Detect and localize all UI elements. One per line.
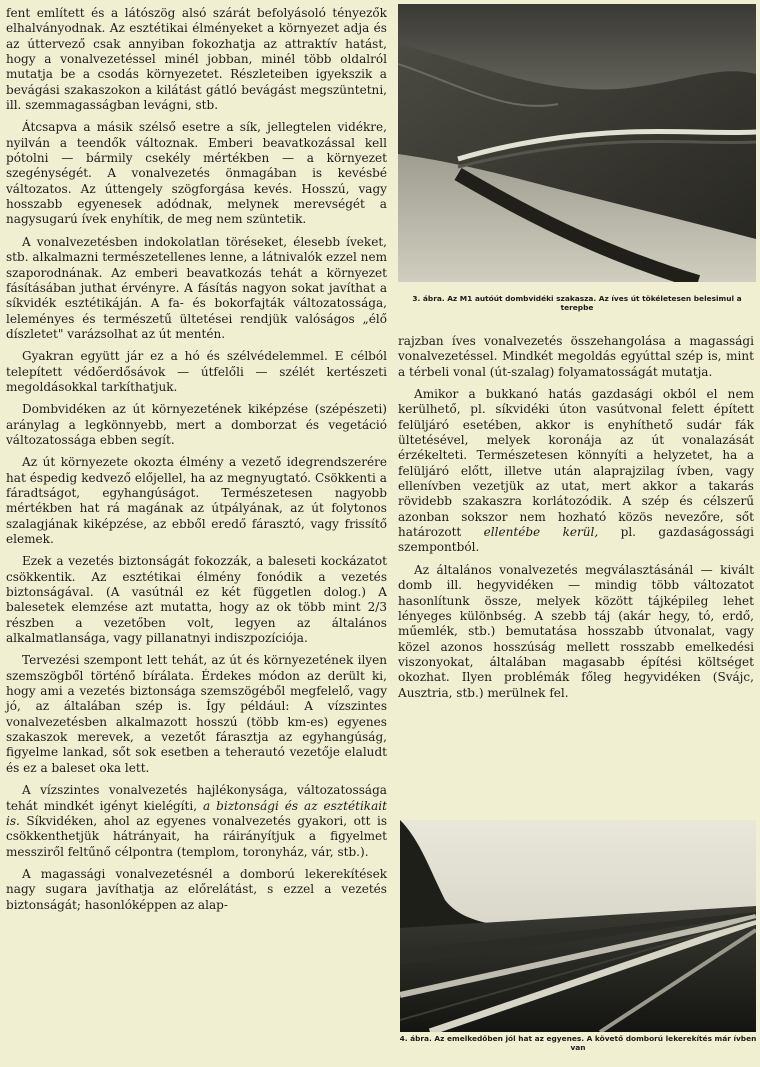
italic-text: ellentébe kerül,	[483, 525, 599, 540]
paragraph: Az út környezete okozta élmény a vezető idegrendszerére hat éspedig kedvező előjellel, ha az megnyugtató. Csökkenti a fáradtságot, egyhangúságot. Természetesen nagyobb mértékben hat rá magának az útpályának, az út folytonos szalagjának kiképzése, az ebből eredő fárasztó, vagy frissítő elemek.	[6, 455, 387, 546]
paragraph: rajzban íves vonalvezetés összehangolása a magassági vonalvezetéssel. Mindkét megoldás egyúttal szép is, mint a térbeli vonal (út-szalag) folyamatosságát mutatja.	[398, 334, 754, 379]
paragraph: A magassági vonalvezetésnél a domború lekerekítések nagy sugara javíthatja az előrelátást, s ezzel a vezetés biztonságát; hasonlóképpen az alap-	[6, 866, 387, 912]
paragraph: A vonalvezetésben indokolatlan töréseket, élesebb íveket, stb. alkalmazni természetellenes lenne, a látnivalók ezzel nem szaporodnának. Az emberi beavatkozás tehát a környezet fásításában juthat érvényre. A fásítás nagyon sokat javíthat a síkvidék esztétikáján. A fa- és bokorfajták változatossága, leleményes és természetű ültetései rendjük valóságos „élő díszletet" varázsolhat az út mentén.	[6, 234, 387, 341]
paragraph: Az általános vonalvezetés megválasztásánál — kivált domb ill. hegyvidéken — mindig több változatot hasonlítunk össze, melyek között tájképileg lehet lényeges különbség. A szebb táj (akár hegy, tó, erdő, műemlék, stb.) bemutatása hosszabb útvonalat, vagy közel azonos hosszúság mellett rosszabb emelkedési viszonyokat, általában magasabb építési költséget okozhat. Ilyen problémák főleg hegyvidéken (Svájc, Ausztria, stb.) merülnek fel.	[398, 562, 754, 700]
text-run: Síkvidéken, ahol az egyenes vonalvezetés gyakori, ott is csökkenthetjük hátrányait, ha ráirányítjuk a figyelmet messziről feltűnő célpontra (templom, toronyház, vár, stb.).	[6, 813, 387, 859]
figure-4-photo	[400, 820, 756, 1032]
text-run: A vízszintes vonalvezetés hajlékonysága, változatossága tehát mindkét igényt kielégíti,	[6, 783, 387, 813]
paragraph	[398, 387, 754, 556]
figure-3-caption: 3. ábra. Az M1 autóút dombvidéki szakasza. Az íves út tökéletesen belesimul a terepbe	[412, 294, 742, 312]
left-column	[6, 6, 387, 920]
figure-3-photo	[398, 4, 756, 282]
paragraph: fent említett és a látószög alsó szárát befolyásoló tényezők elhalványodnak. Az esztétikai élményeket a környezet adja és az úttervező csak annyiban fokozhatja az attraktív hatást, hogy a vonalvezetéssel minél jobban, minél több oldalról mutatja be a csodás környezetet. Részleteiben igyekszik a bevágási szakaszokon a kilátást gátló bevágást megszüntetni, ill. szemmagasságban levágni, stb.	[6, 6, 387, 113]
paragraph: Átcsapva a másik szélső esetre a sík, jellegtelen vidékre, nyilván a teendők változnak. Emberi beavatkozással kell pótolni — bármily csekély mértékben — a környezet szegénységét. A vonalvezetés önmagában is kevésbé változatos. Az úttengely szögforgása kevés. Hosszú, vagy hosszabb egyenesek adódnak, melynek merevségét a nagysugarú ívek enyhítik, de meg nem szüntetik.	[6, 120, 387, 227]
paragraph: Tervezési szempont lett tehát, az út és környezetének ilyen szemszögből történő bírálata. Érdekes módon az derült ki, hogy ami a vezetés biztonsága szemszögéből megfelelő, vagy jó, az általában szép is. Így például: A vízszintes vonalvezetésben alkalmazott hosszú (több km-es) egyenes szakaszok merevek, a vezetőt fárasztja az egyhangúság, figyelme lankad, sőt sok esetben a teherautó vezetője elaludt és ez a baleset oka lett.	[6, 653, 387, 775]
paragraph: Gyakran együtt jár ez a hó és szélvédelemmel. E célból telepített védőerdősávok — útfelőli — szélét kertészeti megoldásokkal tarkíthatjuk.	[6, 349, 387, 394]
paragraph: Dombvidéken az út környezetének kiképzése (szépészeti) aránylag a legkönnyebb, mert a domborzat és vegetáció változatossága ebben segít.	[6, 402, 387, 447]
paragraph: Ezek a vezetés biztonságát fokozzák, a baleseti kockázatot csökkentik. Az esztétikai élmény fonódik a vezetés biztonságával. (A vasútnál ez két független dolog.) A balesetek elemzése azt mutatta, hogy az ok több mint 2/3 részben a vezetőben volt, legyen az általános alkalmatlansága, vagy pillanatnyi indiszpozíciója.	[6, 554, 387, 646]
straight-road-image	[400, 820, 756, 1032]
italic-text: a biztonsági és az esztétikait is.	[6, 798, 387, 828]
text-run: pl. gazdaságossági szempontból.	[398, 525, 754, 555]
road-landscape-image	[398, 4, 756, 282]
figure-4-caption: 4. ábra. Az emelkedőben jól hat az egyenes. A követő domború lekerekítés már ívben van	[399, 1034, 757, 1052]
text-run: Amikor a bukkanó hatás gazdasági okból el nem kerülhető, pl. síkvidéki úton vasútvonal felett épített felüljáró esetében, akkor is enyhíthető sudár fák ültetésével, melyek koronája az út vonalazását érzékelteti. Természetesen könnyíti a helyzetet, ha a felüljáró előtt, illetve után alaprajzilag ívben, vagy ellenívben vezetjük az utat, mert akkor a takarás rövidebb szakaszra korlátozódik. A szép és célszerű azonban sokszor nem hozható közös nevezőre, sőt határozott	[398, 387, 754, 540]
paragraph	[6, 783, 387, 860]
right-column	[398, 334, 754, 708]
